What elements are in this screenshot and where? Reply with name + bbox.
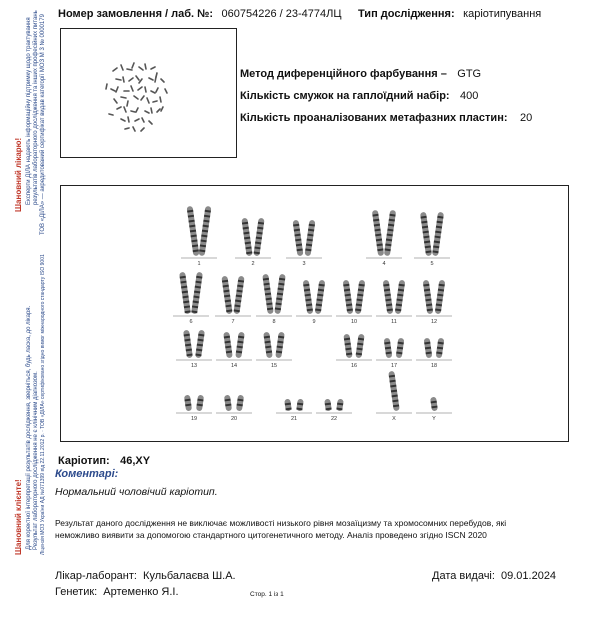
chromosome-15-2: [275, 332, 285, 359]
geneticist-row: [55, 586, 179, 598]
lab-doctor-label: Лікар-лаборант:: [55, 570, 137, 582]
comments-label: Коментарі:: [55, 468, 119, 480]
geneticist-name: Артеменко Я.І.: [103, 586, 179, 598]
chromosome-label-17: 17: [390, 363, 398, 369]
chromosome-pair-4: [366, 210, 402, 267]
chromosome-pair-14: [216, 332, 252, 369]
metaphase-spread-graphic: [61, 29, 236, 157]
chromosome-label-21: 21: [290, 416, 298, 422]
sidebar-client-text-2: Результат лабораторного дослідження не є клінічним діагнозом.: [33, 371, 39, 550]
chromosome-label-14: 14: [230, 363, 238, 369]
chromosome-label-13: 13: [190, 363, 198, 369]
sidebar-doctor-text-2: результатів лабораторного дослідження та інших професійних питань: [33, 10, 39, 205]
sidebar-doctor-text-3: ТОВ «ДІЛА» — акредитований сертифікат видав категорії МОЗ М 3 № 0000179: [40, 14, 46, 235]
chromosome-label-7: 7: [231, 319, 235, 325]
chromosome-pair-15: [256, 332, 292, 369]
chromosome-label-10: 10: [350, 319, 358, 325]
comment-text: Нормальний чоловічий каріотип.: [55, 486, 218, 498]
order-number-row: [58, 4, 342, 22]
study-type-row: [358, 4, 541, 22]
chromosome-label-1: 1: [197, 261, 201, 267]
chromosome-label-12: 12: [430, 319, 438, 325]
chromosome-5-1: [420, 212, 432, 256]
chromosome-pair-2: [235, 218, 271, 267]
chromosome-20-2: [236, 395, 244, 412]
chromosome-pair-22: [316, 399, 352, 422]
plates-label: Кількість проаналізованих метафазних пластин:: [240, 112, 508, 124]
chromosome-label-Y: Y: [432, 416, 436, 422]
chromosome-label-X: X: [392, 416, 396, 422]
chromosome-pair-21: [276, 399, 312, 422]
karyotype-label: Каріотип:: [58, 455, 110, 467]
sidebar-client-text-1: Для коректної інтерпретації результатів дослідження, зверніться, будь ласка, до лікаря.: [26, 305, 32, 550]
karyotype-value: 46,XY: [120, 455, 151, 467]
chromosome-label-8: 8: [272, 319, 276, 325]
order-value: 060754226 / 23-4774ЛЦ: [221, 8, 342, 20]
bands-value: 400: [460, 90, 479, 102]
plates-value: 20: [519, 112, 533, 124]
chromosome-label-5: 5: [430, 261, 434, 267]
chromosome-label-15: 15: [270, 363, 278, 369]
chromosome-pair-20: [216, 395, 252, 422]
chromosome-19-1: [184, 395, 192, 412]
sidebar-client-text-3: Ліцензія МОЗ України АД №071399 від 22.11.2012 р. · ТОВ «ДІЛА» сертифіковано згідно вимог міжнародного стандарту ISO 9001: [40, 254, 46, 555]
staining-method-row: [240, 64, 481, 82]
chromosome-label-9: 9: [312, 319, 316, 325]
chromosome-pair-7: [215, 276, 251, 325]
issue-date-row: [432, 570, 556, 582]
chromosome-pair-X: [376, 371, 412, 422]
chromosome-15-1: [263, 332, 273, 359]
chromosome-label-2: 2: [251, 261, 255, 267]
left-sidebar: [0, 0, 50, 619]
study-type-label: Тип дослідження:: [358, 8, 455, 20]
chromosome-pair-1: [181, 206, 217, 267]
chromosome-pair-19: [176, 395, 212, 422]
page-info: Стор. 1 із 1: [250, 591, 284, 598]
order-label: Номер замовлення / лаб. №:: [58, 8, 214, 20]
sidebar-doctor-text-1: Експерти ДІЛА надають інформаційну підтримку щодо трактування: [26, 17, 32, 205]
chromosome-pair-10: [336, 280, 372, 325]
issue-date-value: 09.01.2024: [501, 570, 557, 582]
chromosome-20-1: [224, 395, 232, 412]
chromosome-pair-11: [376, 280, 412, 325]
chromosome-pair-6: [173, 272, 209, 325]
issue-date-label: Дата видачі:: [432, 570, 495, 582]
chromosome-pair-13: [176, 330, 212, 369]
chromosome-pair-5: [414, 212, 450, 267]
chromosome-pair-9: [296, 280, 332, 325]
chromosome-14-2: [235, 332, 245, 359]
chromosome-pair-17: [376, 338, 412, 369]
disclaimer-text: Результат даного дослідження не виключає можливості низького рівня мозаїцизму та хромосомних перебудов, які неможливо виявити за допомогою стандартного цитогенетичного методу. Аналіз проведено згідно ISCN 2020: [55, 518, 507, 540]
chromosome-pair-18: [416, 338, 452, 369]
plates-count-row: [240, 108, 532, 126]
chromosome-pair-3: [286, 220, 322, 267]
lab-doctor-name: Кульбалаєва Ш.А.: [143, 570, 236, 582]
chromosome-14-1: [223, 332, 233, 359]
chromosome-label-6: 6: [189, 319, 193, 325]
chromosome-5-2: [432, 212, 444, 256]
chromosome-pair-Y: [416, 397, 452, 422]
sidebar-doctor-heading: Шановний лікарю!: [14, 137, 23, 212]
chromosome-label-11: 11: [391, 319, 397, 325]
chromosome-label-16: 16: [350, 363, 358, 369]
chromosome-19-2: [196, 395, 204, 412]
study-type-value: каріотипування: [463, 8, 542, 20]
chromosome-label-18: 18: [430, 363, 438, 369]
karyogram-graphic: [61, 186, 568, 441]
bands-count-row: [240, 86, 478, 104]
staining-label: Метод диференційного фарбування –: [240, 68, 447, 80]
chromosome-Y-1: [430, 397, 438, 412]
chromosome-label-20: 20: [230, 416, 238, 422]
metaphase-image: [60, 28, 237, 158]
staining-value: GTG: [457, 68, 482, 80]
sidebar-client-heading: Шановний клієнте!: [14, 479, 23, 555]
karyotype-row: [58, 451, 150, 469]
geneticist-label: Генетик:: [55, 586, 98, 598]
lab-doctor-row: [55, 570, 236, 582]
chromosome-label-3: 3: [302, 261, 306, 267]
chromosome-label-19: 19: [190, 416, 198, 422]
chromosome-pair-16: [336, 334, 372, 369]
chromosome-label-22: 22: [330, 416, 338, 422]
karyogram-image: [60, 185, 569, 442]
chromosome-label-4: 4: [382, 261, 386, 267]
chromosome-pair-12: [416, 280, 452, 325]
bands-label: Кількість смужок на гаплоїдний набір:: [240, 90, 450, 102]
chromosome-pair-8: [256, 274, 292, 325]
